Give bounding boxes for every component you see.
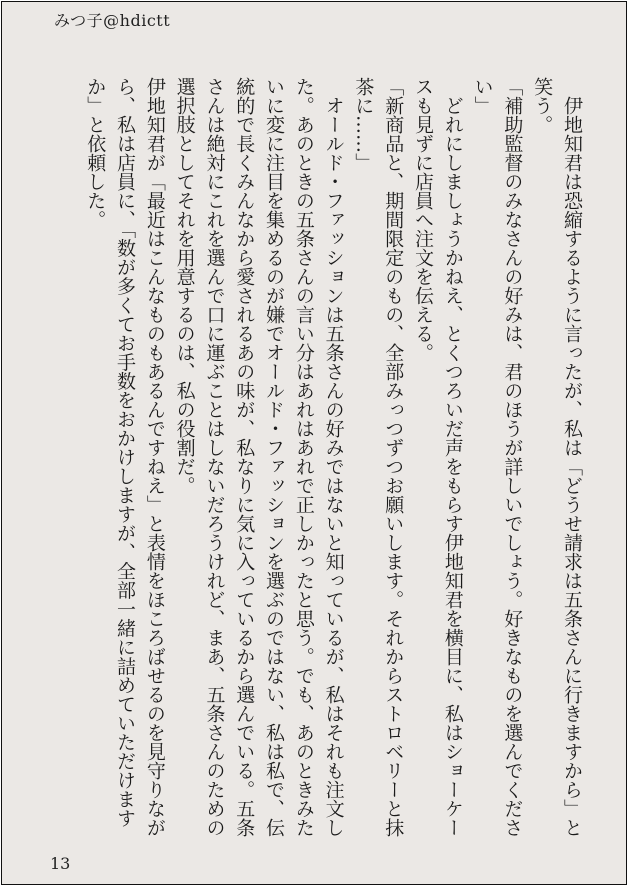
paragraph: 「新商品と、期間限定のもの、全部みっつずつお願いします。それからストロベリーと抹茶に……」: [352, 77, 405, 837]
page-number: 13: [50, 854, 71, 873]
paragraph: 伊地知君は恐縮するように言ったが、私は「どうせ請求は五条さんに行きますから」と笑う。: [531, 77, 583, 837]
vertical-body-text: [46, 77, 586, 852]
paragraph: 「補助監督のみなさんの好みは、君のほうが詳しいでしょう。好きなものを選んでください」: [471, 77, 524, 837]
paragraph: どれにしましょうかねえ、とくつろいだ声をもらす伊地知君を横目に、私はショーケースも見ずに店員へ注文を伝える。: [412, 77, 464, 837]
paragraph: オールド・ファッションは五条さんの好みではないと知っているが、私はそれも注文した。あのときの五条さんの言い分はあれはあれで正しかったと思う。でも、あのときみたいに変に注目を集めるのが嫌でオールド・ファッションを選ぶのではない、私は私で、伝統的で長くみんなから愛されるあの味が、私なりに気に入っているから選んでいる。五条さんは絶対にこれを選んで口に運ぶことはしないだろうけれど、まあ、五条さんのための選択肢としてそれを用意するのは、私の役割だ。: [173, 77, 345, 837]
paragraph: 伊地知君が「最近はこんなものもあるんですねえ」と表情をほころばせるのを見守りながら、私は店員に、「数が多くてお手数をおかけしますが、全部一緒に詰めていただけますか」と依頼した。: [84, 77, 166, 837]
book-page: [1, 1, 627, 885]
author-header: みつ子@hdictt: [54, 11, 171, 30]
